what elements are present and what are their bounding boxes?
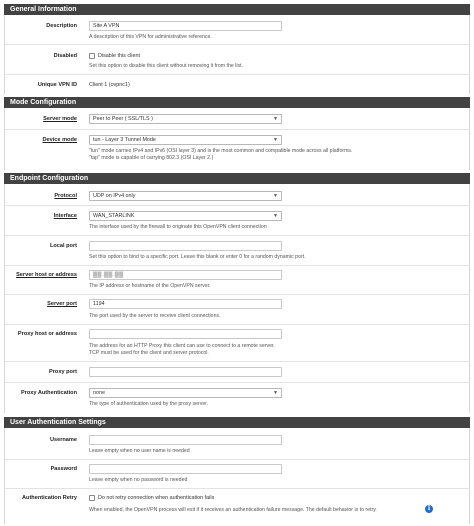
proxy-port-label: Proxy port [49,369,77,375]
server-port-input[interactable] [89,299,282,309]
disable-client-checkbox-label: Disable this client [98,53,140,59]
interface-value: WAN_STARLINK [93,213,135,219]
device-mode-help-1: "tun" mode carries IPv4 and IPv6 (OSI layer 3) and is the most common and compatible mode across all platforms. [89,148,353,154]
info-icon[interactable]: i [425,505,433,513]
user-authentication-title: User Authentication Settings [10,419,106,426]
separator [4,324,470,325]
disabled-label: Disabled [53,53,77,59]
chevron-down-icon: ▼ [273,390,278,396]
separator [4,294,470,295]
proxy-authentication-label: Proxy Authentication [20,390,77,396]
proxy-authentication-select[interactable] [89,388,282,398]
protocol-select[interactable] [89,191,282,201]
mode-configuration-header [4,97,470,108]
authentication-retry-checkbox[interactable] [89,495,95,501]
separator [4,205,470,206]
general-information-title: General Information [10,6,77,13]
protocol-value: UDP on IPv4 only [93,193,136,199]
user-authentication-header [4,417,470,428]
password-help: Leave empty when no password is needed [89,477,188,483]
proxy-authentication-value: none [93,390,105,396]
server-host-help: The IP address or hostname of the OpenVPN server. [89,283,211,289]
chevron-down-icon: ▼ [273,116,278,122]
endpoint-configuration-header [4,173,470,184]
server-port-help: The port used by the server to receive client connections. [89,313,221,319]
proxy-port-input[interactable] [89,367,282,377]
username-input[interactable] [89,435,282,445]
chevron-down-icon: ▼ [273,193,278,199]
disable-client-checkbox[interactable] [89,53,95,59]
interface-help: The interface used by the firewall to originate this OpenVPN client connection [89,224,267,230]
server-mode-select[interactable] [89,114,282,124]
description-value: Site A VPN [93,23,120,29]
general-information-header [4,4,470,15]
proxy-authentication-help: The type of authentication used by the proxy server. [89,401,209,407]
description-input[interactable] [89,21,282,31]
chevron-down-icon: ▼ [273,137,278,143]
separator [4,44,470,45]
server-host-value: ▓▓.▓▓.▓▓ [93,272,124,278]
server-port-value: 1194 [93,301,105,307]
username-help: Leave empty when no user name is needed [89,448,190,454]
mode-configuration-title: Mode Configuration [10,99,77,106]
authentication-retry-checkbox-label: Do not retry connection when authentication fails [98,495,215,501]
protocol-label: Protocol [54,193,77,199]
server-port-label: Server port [47,301,77,307]
disabled-help: Set this option to disable this client without removing it from the list. [89,63,243,69]
proxy-host-help-2: TCP must be used for the client and server protocol. [89,350,209,356]
description-help: A description of this VPN for administrative reference. [89,34,212,40]
password-input[interactable] [89,464,282,474]
separator [4,129,470,130]
description-label: Description [46,23,77,29]
separator [4,382,470,383]
server-host-label: Server host or address [16,272,77,278]
proxy-host-input[interactable] [89,329,282,339]
interface-label: Interface [53,213,77,219]
separator [4,74,470,75]
separator [4,488,470,489]
username-label: Username [49,437,77,443]
local-port-help: Set this option to bind to a specific port. Leave this blank or enter 0 for a random dynamic port. [89,254,306,260]
separator [4,361,470,362]
authentication-retry-label: Authentication Retry [21,495,77,501]
server-mode-label: Server mode [43,116,77,122]
interface-select[interactable] [89,211,282,221]
device-mode-help-2: "tap" mode is capable of carrying 802.3 (OSI Layer 2.) [89,155,214,161]
proxy-host-label: Proxy host or address [17,331,77,337]
proxy-host-help-1: The address for an HTTP Proxy this client can use to connect to a remote server. [89,343,275,349]
server-host-input[interactable] [89,270,282,280]
password-label: Password [50,466,77,472]
separator [4,265,470,266]
unique-vpn-id-label: Unique VPN ID [37,82,77,88]
endpoint-configuration-title: Endpoint Configuration [10,175,89,182]
separator [4,235,470,236]
device-mode-value: tun - Layer 3 Tunnel Mode [93,137,156,143]
local-port-input[interactable] [89,241,282,251]
local-port-label: Local port [49,243,77,249]
device-mode-label: Device mode [42,137,77,143]
chevron-down-icon: ▼ [273,213,278,219]
separator [4,459,470,460]
authentication-retry-help: When enabled, the OpenVPN process will exit if it receives an authentication failure message. The default behavior is to retry. [89,507,377,513]
unique-vpn-id-value: Client 1 (ovpnc1) [89,82,130,88]
server-mode-value: Peer to Peer ( SSL/TLS ) [93,116,153,122]
device-mode-select[interactable] [89,135,282,145]
